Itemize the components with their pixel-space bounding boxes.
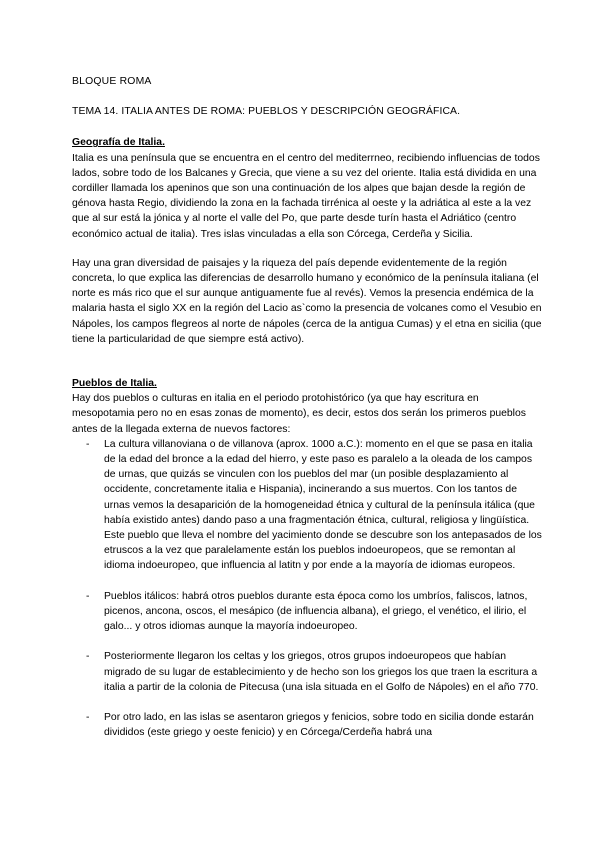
list-item [72, 437, 542, 574]
bullet-dash: - [86, 438, 90, 450]
document-page [72, 74, 542, 755]
bullet-text: Pueblos itálicos: habrá otros pueblos durante esta época como los umbríos, faliscos, latnos, picenos, ancona, oscos, el mesápico (de influencia albana), el griego, el venético, el ilirio, el galo... y otros idiomas aunque la mayoría indoeuropeo. [104, 590, 528, 633]
bullet-dash: - [86, 651, 90, 663]
pueblos-heading: Pueblos de Italia. [72, 378, 157, 390]
bullet-dash: - [86, 590, 90, 602]
geografia-paragraph-2: Hay una gran diversidad de paisajes y la riqueza del país depende evidentemente de la región concreta, lo que explica las diferencias de desarrollo humano y económico de la península italiana (el norte es más rico que el sur aunque antiguamente fue al revés). Vemos la presencia endémica de la malaria hasta el siglo XX en la región del Lacio as`como la presencia de volcanes como el Vesubio en Nápoles, los campos flegreos al norte de nápoles (cerca de la antigua Cumas) y el etna en sicilia (que tiene la particularidad de que siempre está activo). [72, 257, 542, 345]
tema-title: TEMA 14. ITALIA ANTES DE ROMA: PUEBLOS Y DESCRIPCIÓN GEOGRÁFICA. [72, 106, 461, 118]
pueblos-intro: Hay dos pueblos o culturas en italia en el periodo protohistórico (ya que hay escritura en mesopotamia pero no en esas zonas de momento), es decir, estos dos serán los primeros pueblos antes de la llegada externa de nuevos factores: [72, 393, 526, 435]
block-title: BLOQUE ROMA [72, 76, 152, 87]
bullet-text: Posteriormente llegaron los celtas y los griegos, otros grupos indoeuropeos que habían migrado de su lugar de establecimiento y de hecho son los griegos los que traen la escritura a italia a partir de la colonia de Pitecusa (una isla situada en el Golfo de Nápoles) en el año 770. [104, 651, 539, 693]
list-item [72, 589, 542, 635]
bullet-text: La cultura villanoviana o de villanova (aprox. 1000 a.C.): momento en el que se pasa en italia de la edad del bronce a la edad del hierro, y este paso es paralelo a la oleada de los campos de urnas, que quizás se vinculen con los pueblos del mar (un posible desplazamiento al occidente, concretamente italia e Hispania), incinerando a sus muertos. Con los tantos de urnas vemos la desaparición de la homogeneidad étnica y cultural de la península itálica (que había existido antes) dando paso a una fragmentación étnica, cultural, religiosa y lingüística. Este pueblo que lleva el nombre del yacimiento donde se descubre son los antepasados de los etruscos a la vez que paralelamente están los pueblos indoeuropeos, que se remontan al idioma indoeuropeo, que influencia al latitn y por ende a la mayoría de idiomas europeos. [104, 438, 542, 572]
list-item [72, 649, 542, 695]
geografia-paragraph-1: Italia es una península que se encuentra en el centro del mediterrneo, recibiendo influencias de todos lados, sobre todo de los Balcanes y Grecia, que viene a su vez del oriente. Italia está dividida en una cordiller llamada los apeninos que son una continuación de los alpes que bajan desde la región de génova hasta Regio, dividiendo la zona en la fachada tirrénica al oeste y la adriática al este a la vez que al sur está la jónica y al norte el valle del Po, que parte desde turín hasta el Adriático (centro económico actual de italia). Tres islas vinculadas a ella son Córcega, Cerdeña y Sicilia. [72, 152, 540, 240]
bullet-dash: - [86, 711, 90, 723]
bullet-text: Por otro lado, en las islas se asentaron griegos y fenicios, sobre todo en sicilia donde estarán divididos (este griego y oeste fenicio) y en Córcega/Cerdeña habrá una [104, 711, 534, 739]
list-item [72, 710, 542, 740]
pueblos-bullet-list [72, 437, 542, 740]
geografia-heading: Geografía de Italia. [72, 137, 165, 149]
